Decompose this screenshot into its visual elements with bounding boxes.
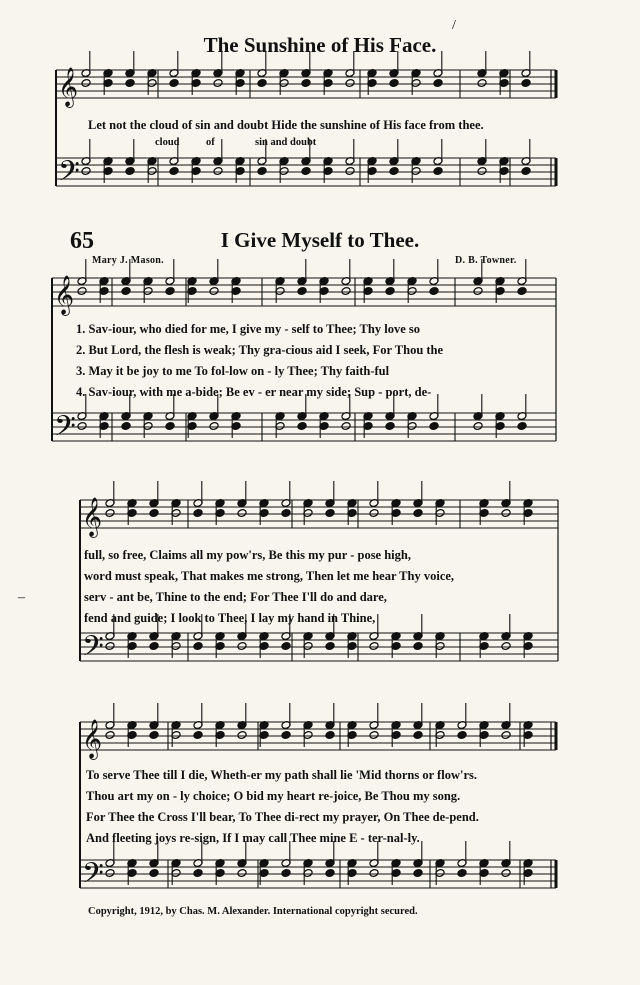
- note-head: [105, 509, 115, 518]
- echo-word: of: [206, 137, 215, 148]
- note-head: [105, 869, 115, 878]
- note-head: [429, 287, 439, 296]
- note-head: [325, 869, 335, 878]
- note-head: [281, 642, 291, 651]
- hymn-number: 65: [70, 228, 94, 254]
- note-head: [193, 509, 203, 518]
- note-head: [149, 642, 159, 651]
- note-head: [105, 642, 115, 651]
- note-head: [473, 287, 483, 296]
- hymn-composer: D. B. Towner.: [455, 255, 517, 266]
- note-head: [369, 642, 379, 651]
- note-head: [341, 287, 351, 296]
- note-head: [413, 869, 423, 878]
- note-head: [297, 422, 307, 431]
- note-head: [413, 509, 423, 518]
- note-head: [237, 509, 247, 518]
- note-head: [169, 79, 179, 88]
- note-head: [281, 509, 291, 518]
- note-head: [385, 287, 395, 296]
- verse-line: Thou art my on - ly choice; O bid my heart re-joice, Be Thou my song.: [86, 789, 461, 803]
- note-head: [521, 167, 531, 176]
- note-head: [121, 422, 131, 431]
- verse-line: word must speak, That makes me strong, Then let me hear Thy voice,: [84, 569, 455, 583]
- note-head: [193, 869, 203, 878]
- note-head: [389, 79, 399, 88]
- note-head: [193, 642, 203, 651]
- note-head: [297, 287, 307, 296]
- verse-line: For Thee the Cross I'll bear, To Thee di-rect my prayer, On Thee de-pend.: [86, 810, 479, 824]
- note-head: [149, 869, 159, 878]
- note-head: [81, 167, 91, 176]
- note-head: [457, 731, 467, 740]
- note-head: [501, 869, 511, 878]
- clef-icon: 𝄞: [58, 67, 79, 107]
- note-head: [77, 287, 87, 296]
- note-head: [121, 287, 131, 296]
- note-head: [165, 287, 175, 296]
- note-head: [325, 509, 335, 518]
- copyright-notice: Copyright, 1912, by Chas. M. Alexander. International copyright secured.: [88, 906, 418, 917]
- note-head: [473, 422, 483, 431]
- note-head: [125, 79, 135, 88]
- clef-icon: 𝄞: [82, 497, 103, 537]
- note-head: [301, 167, 311, 176]
- note-head: [501, 731, 511, 740]
- verse-line: 1. Sav-iour, who died for me, I give my - self to Thee; Thy love so: [76, 322, 420, 336]
- note-head: [477, 167, 487, 176]
- hymn-author: Mary J. Mason.: [92, 255, 164, 266]
- note-head: [517, 422, 527, 431]
- note-head: [517, 287, 527, 296]
- note-head: [125, 167, 135, 176]
- note-head: [169, 167, 179, 176]
- note-head: [257, 167, 267, 176]
- note-head: [209, 422, 219, 431]
- note-head: [325, 731, 335, 740]
- echo-word: sin and doubt: [255, 137, 317, 148]
- note-head: [413, 642, 423, 651]
- note-head: [281, 731, 291, 740]
- note-head: [193, 731, 203, 740]
- echo-word: cloud: [155, 137, 180, 148]
- note-head: [257, 79, 267, 88]
- note-head: [213, 167, 223, 176]
- note-head: [501, 642, 511, 651]
- note-head: [237, 731, 247, 740]
- note-head: [369, 731, 379, 740]
- previous-hymn-lyric: Let not the cloud of sin and doubt Hide the sunshine of His face from thee.: [88, 118, 484, 132]
- note-head: [433, 167, 443, 176]
- note-head: [389, 167, 399, 176]
- note-head: [413, 731, 423, 740]
- verse-line: 4. Sav-iour, with me a-bide; Be ev - er near my side; Sup - port, de-: [76, 385, 432, 399]
- note-head: [345, 79, 355, 88]
- verse-line: fend and guide; I look to Thee, I lay my hand in Thine,: [84, 611, 376, 625]
- clef-icon: 𝄞: [54, 275, 75, 315]
- note-head: [149, 731, 159, 740]
- note-head: [477, 79, 487, 88]
- note-head: [209, 287, 219, 296]
- note-head: [149, 509, 159, 518]
- note-head: [457, 869, 467, 878]
- previous-hymn-title: The Sunshine of His Face.: [203, 33, 437, 57]
- verse-line: full, so free, Claims all my pow'rs, Be this my pur - pose high,: [84, 548, 411, 562]
- clef-icon: 𝄢: [58, 155, 80, 195]
- note-head: [521, 79, 531, 88]
- note-head: [301, 79, 311, 88]
- note-head: [369, 869, 379, 878]
- clef-icon: 𝄞: [82, 719, 103, 759]
- note-head: [237, 642, 247, 651]
- note-head: [341, 422, 351, 431]
- pencil-mark: /: [452, 18, 456, 33]
- note-head: [237, 869, 247, 878]
- clef-icon: 𝄢: [82, 630, 104, 670]
- note-head: [81, 79, 91, 88]
- note-head: [213, 79, 223, 88]
- hymn-title: I Give Myself to Thee.: [220, 228, 420, 252]
- note-head: [325, 642, 335, 651]
- clef-icon: 𝄢: [82, 857, 104, 897]
- verse-line: serv - ant be, Thine to the end; For Thee I'll do and dare,: [84, 590, 387, 604]
- margin-mark: ‒: [18, 590, 25, 605]
- note-head: [281, 869, 291, 878]
- verse-line: And fleeting joys re-sign, If I may call Thee mine E - ter-nal-ly.: [86, 831, 420, 845]
- note-head: [165, 422, 175, 431]
- note-head: [429, 422, 439, 431]
- note-head: [385, 422, 395, 431]
- verse-line: 3. May it be joy to me To fol-low on - ly Thee; Thy faith-ful: [76, 364, 390, 378]
- note-head: [345, 167, 355, 176]
- note-head: [433, 79, 443, 88]
- note-head: [77, 422, 87, 431]
- note-head: [369, 509, 379, 518]
- verse-line: To serve Thee till I die, Wheth-er my path shall lie 'Mid thorns or flow'rs.: [86, 768, 477, 782]
- note-head: [501, 509, 511, 518]
- verse-line: 2. But Lord, the flesh is weak; Thy gra-cious aid I seek, For Thou the: [76, 343, 444, 357]
- note-head: [105, 731, 115, 740]
- clef-icon: 𝄢: [54, 410, 76, 450]
